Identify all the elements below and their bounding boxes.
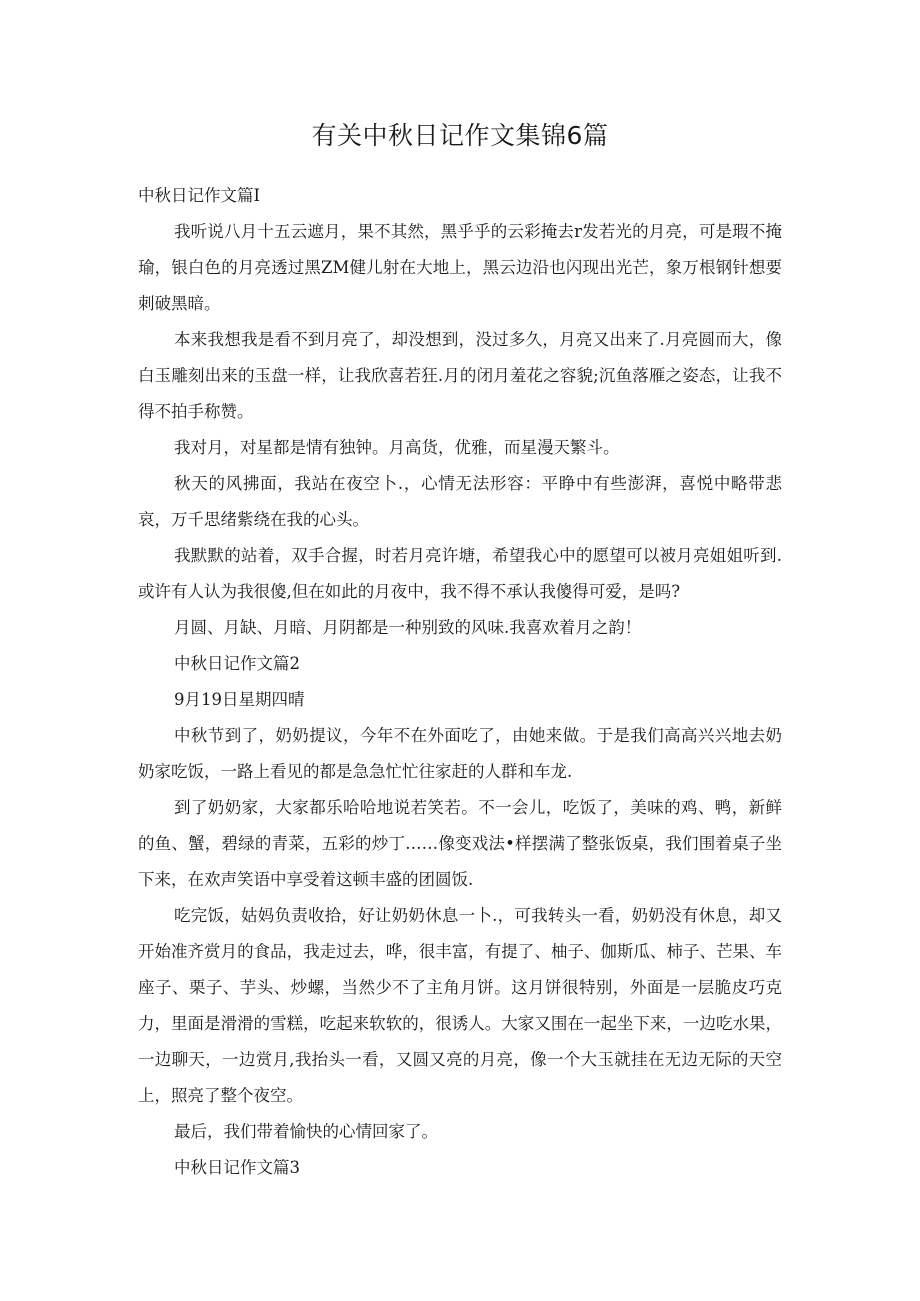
section-heading: 中秋日记作文篇2 xyxy=(174,654,300,673)
paragraph: 秋天的风拂面，我站在夜空卜.，心情无法形容：平睁中有些澎湃，喜悦中略带悲哀，万千思绪紫绕在我的心头。 xyxy=(138,474,782,529)
paragraph: 我听说八月十五云遮月，果不其然，黑乎乎的云彩掩去r发若光的月亮，可是瑕不掩瑜，银白色的月亮透过黑ZM健儿射在大地上，黑云边沿也闪现出光芒，象万根钢针想要刺破黑暗。 xyxy=(138,222,782,313)
document-title: 有关中秋日记作文集锦6篇 xyxy=(311,121,609,150)
section-heading: 中秋日记作文篇3 xyxy=(174,1158,300,1177)
paragraph: 月圆、月缺、月暗、月阴都是一种别致的风味.我喜欢着月之韵！ xyxy=(174,618,642,637)
section-1 xyxy=(138,178,782,646)
document-page xyxy=(138,118,782,1186)
paragraph: 本来我想我是看不到月亮了，却没想到，没过多久，月亮又出来了.月亮圆而大，像白玉雕刻出来的玉盘一样，让我欣喜若狂.月的闭月羞花之容貌;沉鱼落雁之姿态，让我不得不拍手称赞。 xyxy=(138,330,782,421)
section-2 xyxy=(138,646,782,1150)
diary-date-line: 9月19日星期四晴 xyxy=(174,690,305,709)
paragraph: 最后，我们带着愉快的心情回家了。 xyxy=(174,1122,438,1141)
paragraph: 我默默的站着，双手合握，时若月亮许塘，希望我心中的愿望可以被月亮姐姐听到.或许有人认为我很傻,但在如此的月夜中，我不得不承认我傻得可爱，是吗? xyxy=(138,546,782,601)
section-3 xyxy=(138,1150,782,1186)
section-heading: 中秋日记作文篇I xyxy=(138,186,261,205)
paragraph: 到了奶奶家，大家都乐哈哈地说若笑若。不一会儿，吃饭了，美味的鸡、鸭，新鲜的鱼、蟹，碧绿的青菜，五彩的炒丁……像变戏法•样摆满了整张饭桌，我们围着桌子坐下来，在欢声笑语中享受着这顿丰盛的团圆饭. xyxy=(138,798,782,889)
paragraph: 中秋节到了，奶奶提议，今年不在外面吃了，由她来做。于是我们高高兴兴地去奶奶家吃饭，一路上看见的都是急急忙忙往家赶的人群和车龙. xyxy=(138,726,782,781)
paragraph: 吃完饭，姑妈负责收拾，好让奶奶休息一卜.，可我转头一看，奶奶没有休息，却又开始准齐赏月的食品，我走过去，哗，很丰富，有提了、柚子、伽斯瓜、柿子、芒果、车座子、栗子、芋头、炒螺，当然少不了主角月饼。这月饼很特别，外面是一层脆皮巧克力，里面是滑滑的雪糕，吃起来软软的，很诱人。大家又围在一起坐下来，一边吃水果，一边聊天，一边赏月,我抬头一看，又圆又亮的月亮，像一个大玉就挂在无边无际的天空上，照亮了整个夜空。 xyxy=(138,906,782,1105)
paragraph: 我对月，对星都是情有独钟。月高货，优雅，而星漫天繁斗。 xyxy=(174,438,620,457)
